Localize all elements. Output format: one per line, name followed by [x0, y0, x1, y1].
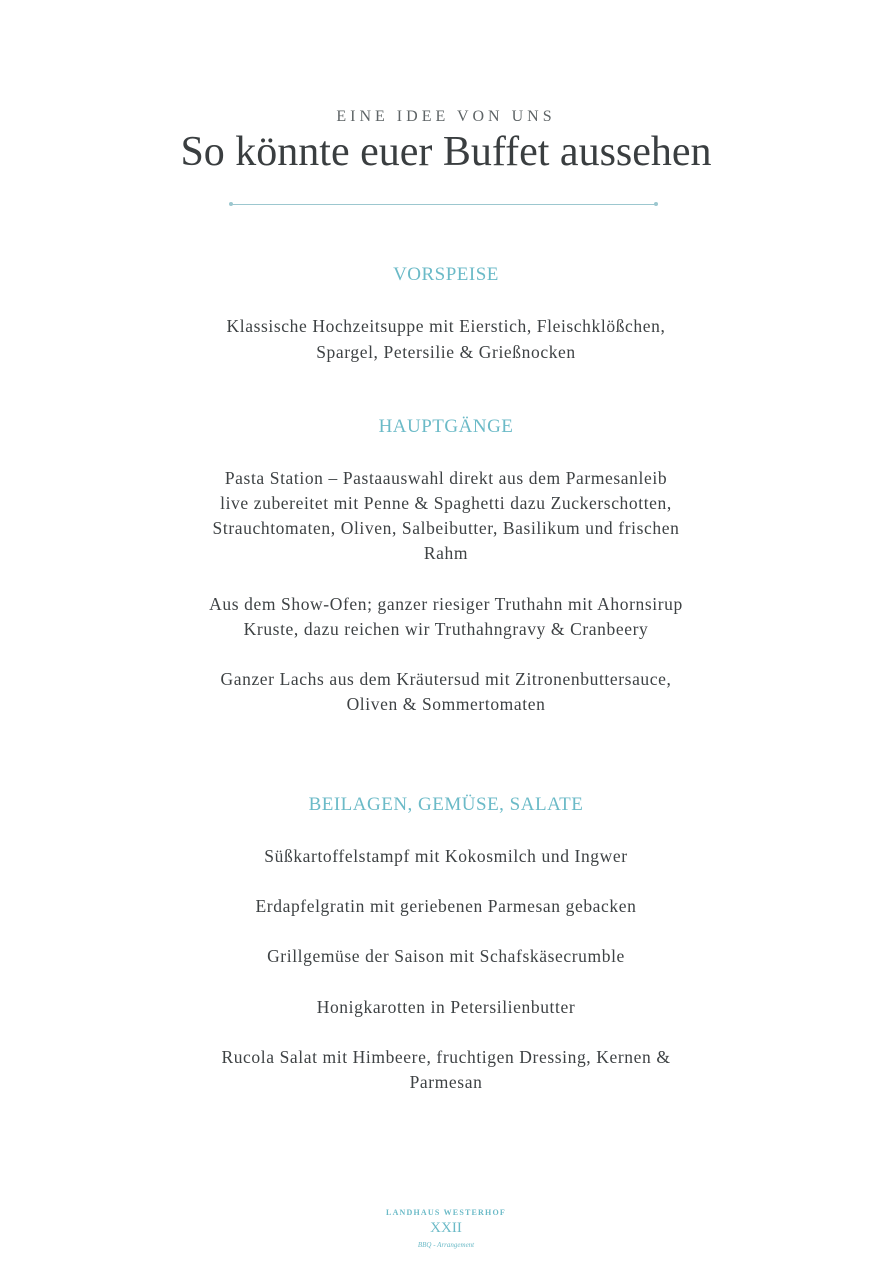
section-heading-beilagen: BEILAGEN, GEMÜSE, SALATE [308, 794, 584, 815]
menu-line: Parmesan [409, 1072, 483, 1092]
menu-line: Kruste, dazu reichen wir Truthahngravy & Cranbeery [243, 619, 649, 639]
menu-line: Strauchtomaten, Oliven, Salbeibutter, Basilikum und frischen [212, 518, 680, 538]
menu-line: Rucola Salat mit Himbeere, fruchtigen Dressing, Kernen & [221, 1047, 671, 1067]
menu-line: Erdapfelgratin mit geriebenen Parmesan gebacken [255, 896, 637, 916]
section-heading-hauptgaenge: HAUPTGÄNGE [378, 416, 514, 437]
menu-line: Honigkarotten in Petersilienbutter [316, 997, 576, 1017]
menu-line: Klassische Hochzeitsuppe mit Eierstich, Fleischklößchen, [226, 316, 666, 336]
menu-line: Rahm [423, 543, 469, 563]
footer-subtitle: BBQ - Arrangement [417, 1241, 475, 1249]
menu-line: Oliven & Sommertomaten [346, 694, 546, 714]
menu-line: Spargel, Petersilie & Grießnocken [316, 342, 576, 362]
footer-brand: LANDHAUS WESTERHOF [386, 1208, 506, 1217]
section-heading-vorspeise: VORSPEISE [393, 264, 499, 285]
title-divider [231, 204, 656, 205]
menu-line: Aus dem Show-Ofen; ganzer riesiger Truthahn mit Ahornsirup [209, 594, 683, 614]
menu-line: Pasta Station – Pastaauswahl direkt aus dem Parmesanleib [224, 468, 668, 488]
page-kicker: EINE IDEE VON UNS [336, 108, 556, 125]
menu-line: Grillgemüse der Saison mit Schafskäsecrumble [267, 946, 625, 966]
page-title: So könnte euer Buffet aussehen [180, 129, 712, 175]
menu-line: Ganzer Lachs aus dem Kräutersud mit Zitronenbuttersauce, [220, 669, 672, 689]
menu-line: Süßkartoffelstampf mit Kokosmilch und Ingwer [264, 846, 628, 866]
menu-line: live zubereitet mit Penne & Spaghetti dazu Zuckerschotten, [220, 493, 672, 513]
page-number: XXII [430, 1220, 462, 1236]
